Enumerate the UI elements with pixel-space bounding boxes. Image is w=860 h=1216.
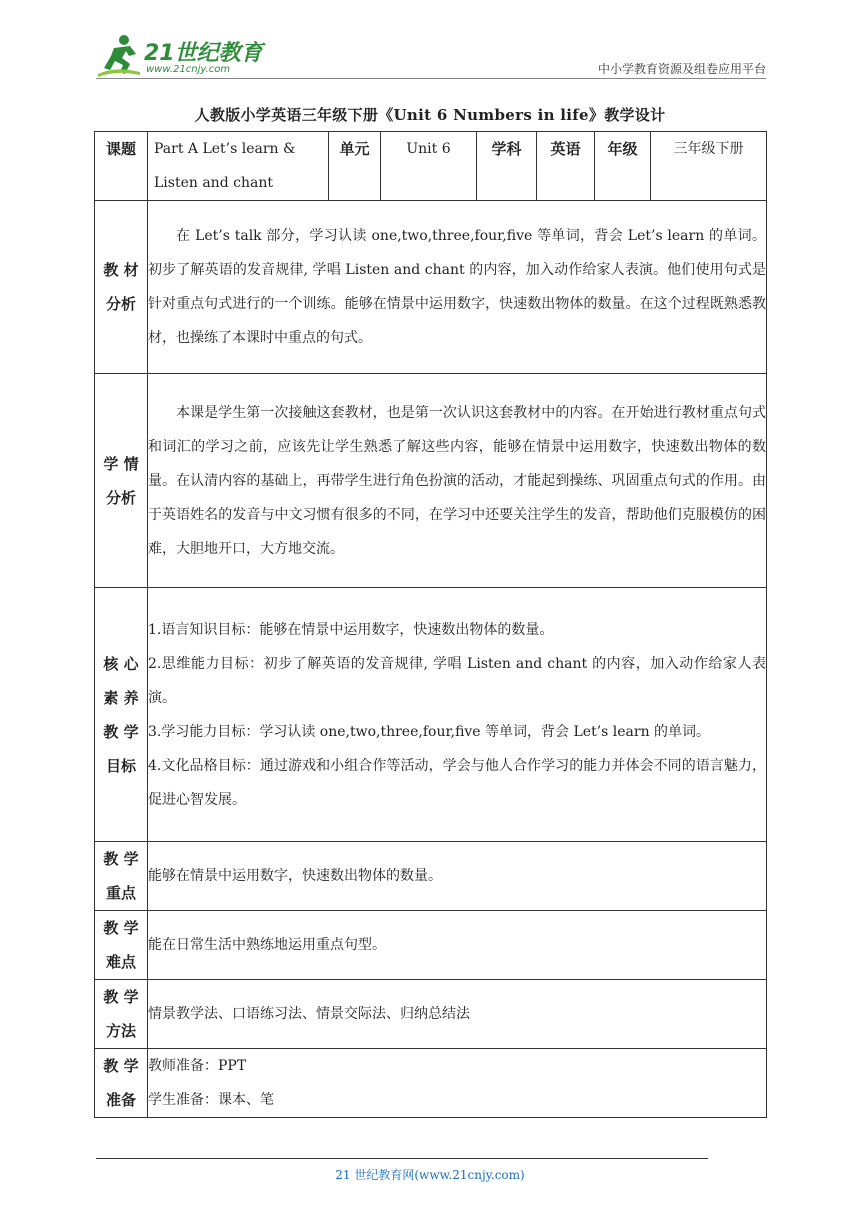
key-point-label: 教 学 重点 (95, 842, 148, 911)
method-label: 教 学 方法 (95, 980, 148, 1049)
topic-line-2: Listen and chant (154, 175, 273, 191)
goals-label: 核 心 素 养 教 学 目标 (95, 588, 148, 842)
topic-line-1: Part A Let’s learn & (154, 141, 296, 157)
goal-item: 2.思维能力目标：初步了解英语的发音规律, 学唱 Listen and chant 的内容，加入动作给家人表演。 (148, 655, 766, 706)
unit-label: 单元 (329, 132, 381, 201)
page-header (96, 30, 766, 80)
lesson-plan-table (94, 131, 767, 1118)
runner-icon (98, 35, 140, 77)
logo-text: 21世纪教育 (144, 41, 263, 66)
footer-link[interactable]: 21 世纪教育网(www.21cnjy.com) (335, 1168, 525, 1182)
table-row (95, 374, 767, 588)
table-row (95, 201, 767, 374)
material-label: 教 材 分析 (95, 201, 148, 374)
table-row (95, 911, 767, 980)
table-row (95, 980, 767, 1049)
teacher-prep: 教师准备：PPT (148, 1058, 247, 1074)
table-row (95, 588, 767, 842)
learning-label: 学 情 分析 (95, 374, 148, 588)
subject-value: 英语 (537, 132, 595, 201)
footer-divider (96, 1158, 708, 1159)
topic-value (148, 132, 329, 201)
goal-item: 4.文化品格目标：通过游戏和小组合作等活动，学会与他人合作学习的能力并体会不同的语言魅力，促进心智发展。 (148, 757, 766, 808)
header-divider (96, 78, 766, 79)
table-row (95, 132, 767, 201)
method-text: 情景教学法、口语练习法、情景交际法、归纳总结法 (148, 980, 767, 1049)
difficulty-text: 能在日常生活中熟练地运用重点句型。 (148, 911, 767, 980)
difficulty-label: 教 学 难点 (95, 911, 148, 980)
grade-label: 年级 (595, 132, 651, 201)
subject-label: 学科 (477, 132, 537, 201)
platform-name: 中小学教育资源及组卷应用平台 (597, 62, 766, 76)
prep-text (148, 1049, 767, 1118)
topic-label: 课题 (95, 132, 148, 201)
material-analysis-text: 在 Let’s talk 部分，学习认读 one,two,three,four,five 等单词，背会 Let’s learn 的单词。初步了解英语的发音规律, 学唱 Listen and chant 的内容，加入动作给家人表演。他们使用句式是针对重点句式进行的一个训练。能够在情景中运用数字，快速数出物体的数量。在这个过程既熟悉教材，也操练了本课时中重点的句式。 (148, 201, 767, 374)
logo-url: www.21cnjy.com (146, 64, 231, 75)
goal-item: 3.学习能力目标：学习认读 one,two,three,four,five 等单词，背会 Let’s learn 的单词。 (148, 723, 711, 740)
document-title: 人教版小学英语三年级下册《Unit 6 Numbers in life》教学设计 (194, 106, 666, 124)
student-prep: 学生准备：课本、笔 (148, 1092, 274, 1108)
table-row (95, 1049, 767, 1118)
goals-list (148, 588, 767, 842)
grade-value: 三年级下册 (651, 132, 767, 201)
key-point-text: 能够在情景中运用数字，快速数出物体的数量。 (148, 842, 767, 911)
unit-value: Unit 6 (381, 132, 477, 201)
prep-label: 教 学 准备 (95, 1049, 148, 1118)
goal-item: 1.语言知识目标：能够在情景中运用数字，快速数出物体的数量。 (148, 621, 554, 638)
learning-analysis-text: 本课是学生第一次接触这套教材，也是第一次认识这套教材中的内容。在开始进行教材重点句式和词汇的学习之前，应该先让学生熟悉了解这些内容，能够在情景中运用数字，快速数出物体的数量。在认清内容的基础上，再带学生进行角色扮演的活动，才能起到操练、巩固重点句式的作用。由于英语姓名的发音与中文习惯有很多的不同，在学习中还要关注学生的发音，帮助他们克服模仿的困难，大胆地开口，大方地交流。 (148, 374, 767, 588)
table-row (95, 842, 767, 911)
